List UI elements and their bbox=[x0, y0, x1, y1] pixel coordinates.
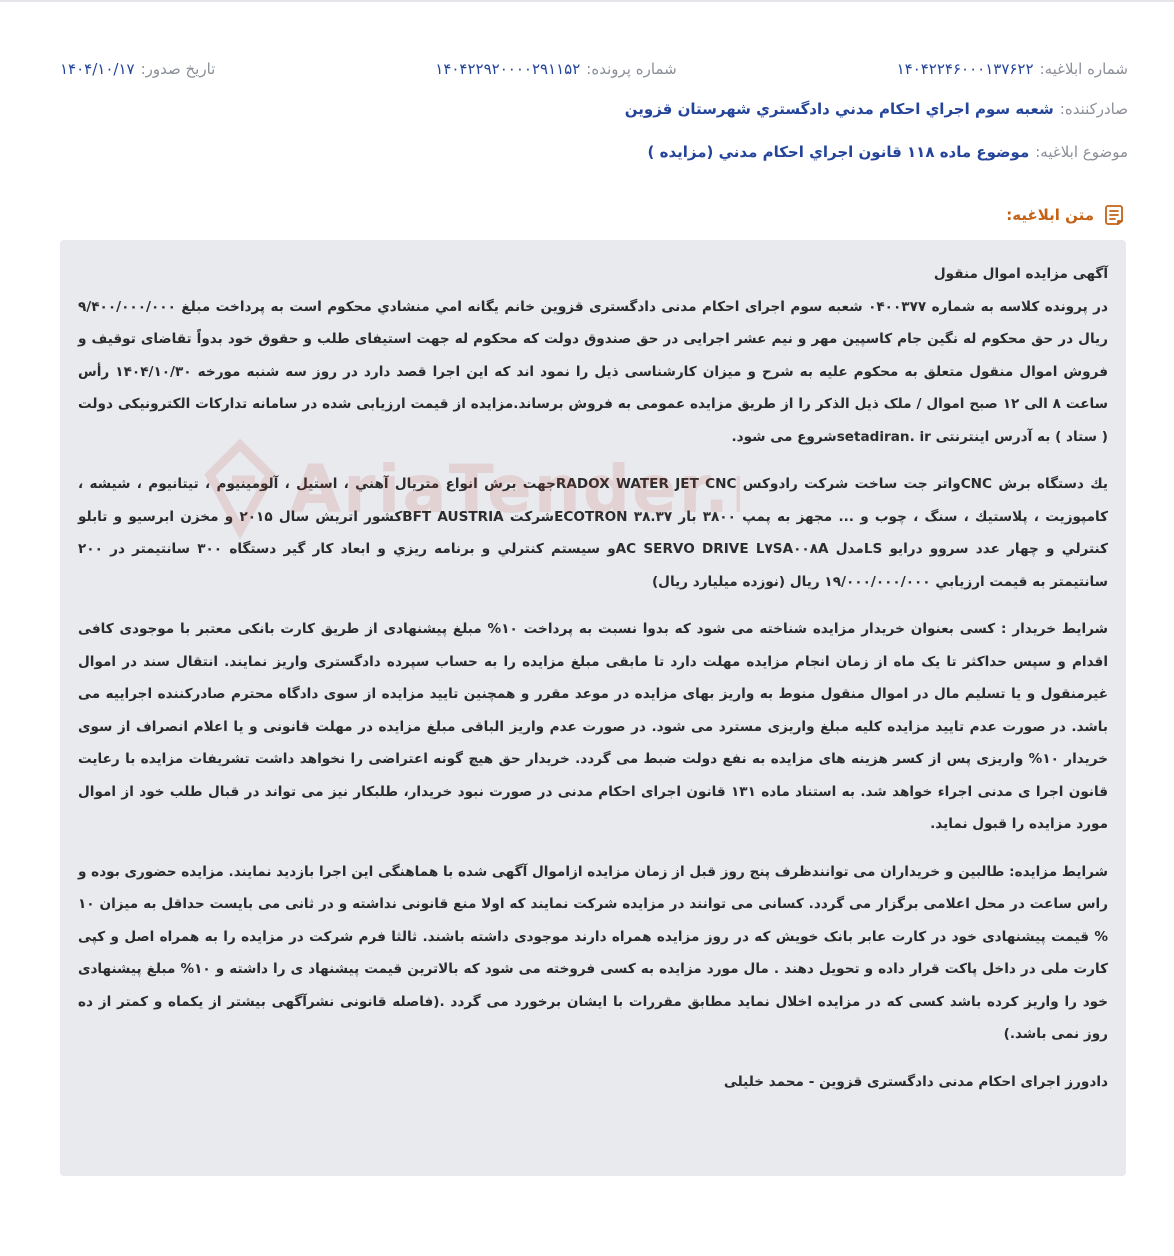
case-number-value: ۱۴۰۴۲۲۹۲۰۰۰۰۲۹۱۱۵۲ bbox=[435, 60, 581, 78]
signature: دادورز اجرای احکام مدنی دادگستری قزوین - محمد خلیلی bbox=[723, 1073, 1108, 1090]
issue-date bbox=[60, 60, 215, 78]
notice-body bbox=[60, 240, 1126, 1176]
subject-value: موضوع ماده ۱۱۸ قانون اجراي احكام مدني (مزايده ) bbox=[647, 143, 1030, 161]
case-number-label: شماره پرونده: bbox=[586, 60, 677, 78]
notice-number bbox=[897, 60, 1128, 78]
issuer-label: صادركننده: bbox=[1059, 100, 1128, 118]
paragraph-item-description: يك دستگاه برش CNCواتر جت ساخت شركت رادوكس RADOX WATER JET CNCجهت برش انواع متريال آهني ، استيل ، آلومينيوم ، تيتانيوم ، شيشه ، كامپوزيت ، پلاستيك ، سنگ ، چوب و ... مجهز به پمپ ۳۸۰۰ بار ECOTRON ۳۸.۳۷شركت BFT AUSTRIAكشور اتريش سال ۲۰۱۵ و مخزن ابرسيو و تابلو كنترلي و چهار عدد سروو درايو LSمدل AC SERVO DRIVE L۷SA۰۰۸Aو سيستم كنترلي و برنامه ريزي و ابعاد كار گير دستگاه ۳۰۰ سانتيمتر در ۲۰۰ سانتيمتر به قيمت ارزيابي ۱۹/۰۰۰/۰۰۰/۰۰۰ ريال (نوزده ميليارد ريال) bbox=[78, 476, 1109, 590]
case-number bbox=[435, 60, 676, 78]
meta-row bbox=[60, 58, 1128, 80]
issuer-line bbox=[625, 100, 1128, 118]
document-icon bbox=[1102, 203, 1126, 227]
top-divider bbox=[0, 0, 1174, 2]
issue-date-value: ۱۴۰۴/۱۰/۱۷ bbox=[60, 60, 135, 78]
issue-date-label: تاريخ صدور: bbox=[140, 60, 216, 78]
notice-text-header bbox=[1006, 203, 1126, 227]
notice-text-title: متن ابلاغيه: bbox=[1006, 206, 1094, 224]
paragraph-intro: در پرونده کلاسه به شماره ۰۴۰۰۳۷۷ شعبه سوم اجرای احکام مدنی دادگستری قزوین خانم یگانه امي منشادي محکوم است به پرداخت مبلغ ۹/۴۰۰/۰۰۰/۰۰۰ ریال در حق محکوم له نگین جام کاسپین مهر و نیم عشر اجرایی در حق صندوق دولت که محکوم له جهت استیفای طلب و حقوق خود بدواً تقاضای توقیف و فروش اموال منقول متعلق به محکوم علیه به شرح و میزان کارشناسی ذیل را نمود اند که این اجرا قصد دارد در روز سه شنبه مورخه ۱۴۰۴/۱۰/۳۰ رأس ساعت ۸ الی ۱۲ صبح اموال / ملک ذیل الذکر را از طریق مزایده عمومی به فروش برساند.مزایده از قیمت ارزیابی شده در سامانه تدارکات الکترونیکی دولت ( ستاد ) به آدرس اینترنتی setadiran. irشروع می شود. bbox=[78, 298, 1109, 445]
paragraph-auction-conditions: شرایط مزایده: طالبین و خریداران می توانندظرف پنج روز قبل از زمان مزایده ازاموال آگهی شده با هماهنگی این اجرا بازدید نمایند. مزایده حضوری بوده و راس ساعت در محل اعلامی برگزار می گردد. کسانی می توانند در مزایده شرکت نمایند که اولا منع قانونی نداشته و در ثانی می بایست حداقل به میزان ۱۰ % قیمت پیشنهادی خود در کارت عابر بانک خویش که در روز مزایده همراه دارند موجودی داشته باشند. ثالثا فرم شرکت در مزایده را به همراه اصل و کپی کارت ملی در داخل پاکت قرار داده و تحویل دهند . مال مورد مزایده به کسی فروخته می شود که بالاترین قیمت پیشنهاد ی را داشته و ۱۰% مبلغ پیشنهادی خود را واریز کرده باشد کسی که در مزایده اخلال نماید مطابق مقررات با ایشان برخورد می گردد .(فاصله قانونی نشرآگهی بیشتر از یکماه و کمتر از ده روز نمی باشد.) bbox=[78, 863, 1108, 1042]
issuer-value: شعبه سوم اجراي احكام مدني دادگستري شهرستان قزوين bbox=[624, 100, 1054, 118]
notice-number-value: ۱۴۰۴۲۲۴۶۰۰۰۱۳۷۶۲۲ bbox=[896, 60, 1034, 78]
subject-line bbox=[648, 143, 1128, 161]
paragraph-buyer-conditions: شرایط خریدار : کسی بعنوان خریدار مزایده شناخته می شود که بدوا نسبت به پرداخت ۱۰% مبلغ پیشنهادی از طریق کارت بانکی معتبر با موجودی کافی اقدام و سپس حداکثر تا یک ماه از زمان انجام مزایده مهلت دارد تا مابقی مبلغ مزایده را به حساب سپرده دادگستری واریز نمایند. انتقال سند در اموال غیرمنقول و یا تسلیم مال در اموال منقول منوط به واریز بهای مزایده در موعد مقرر و همچنین تایید مزایده از سوی دادگاه محترم صادرکننده اجراییه می باشد. در صورت عدم تایید مزایده کلیه مبلغ واریزی مسترد می شود. در صورت عدم واریز الباقی مبلغ مزایده در مهلت قانونی و یا اعلام انصراف از سوی خریدار ۱۰% واریزی پس از کسر هزینه های مزایده به نفع دولت ضبط می گردد. خریدار حق هیچ گونه اعتراضی را نخواهد داشت تشریفات مزایده با رعایت قانون اجرا ی مدنی اجراء خواهد شد. به استناد ماده ۱۳۱ قانون اجرای احکام مدنی در صورت نبود خریدار، طلبکار نیز می تواند در قبال طلب خود از اموال مورد مزایده را قبول نماید. bbox=[78, 621, 1109, 832]
notice-number-label: شماره ابلاغيه: bbox=[1039, 60, 1128, 78]
notice-heading: آگهی مزایده اموال منقول bbox=[933, 266, 1108, 282]
subject-label: موضوع ابلاغيه: bbox=[1035, 143, 1128, 161]
